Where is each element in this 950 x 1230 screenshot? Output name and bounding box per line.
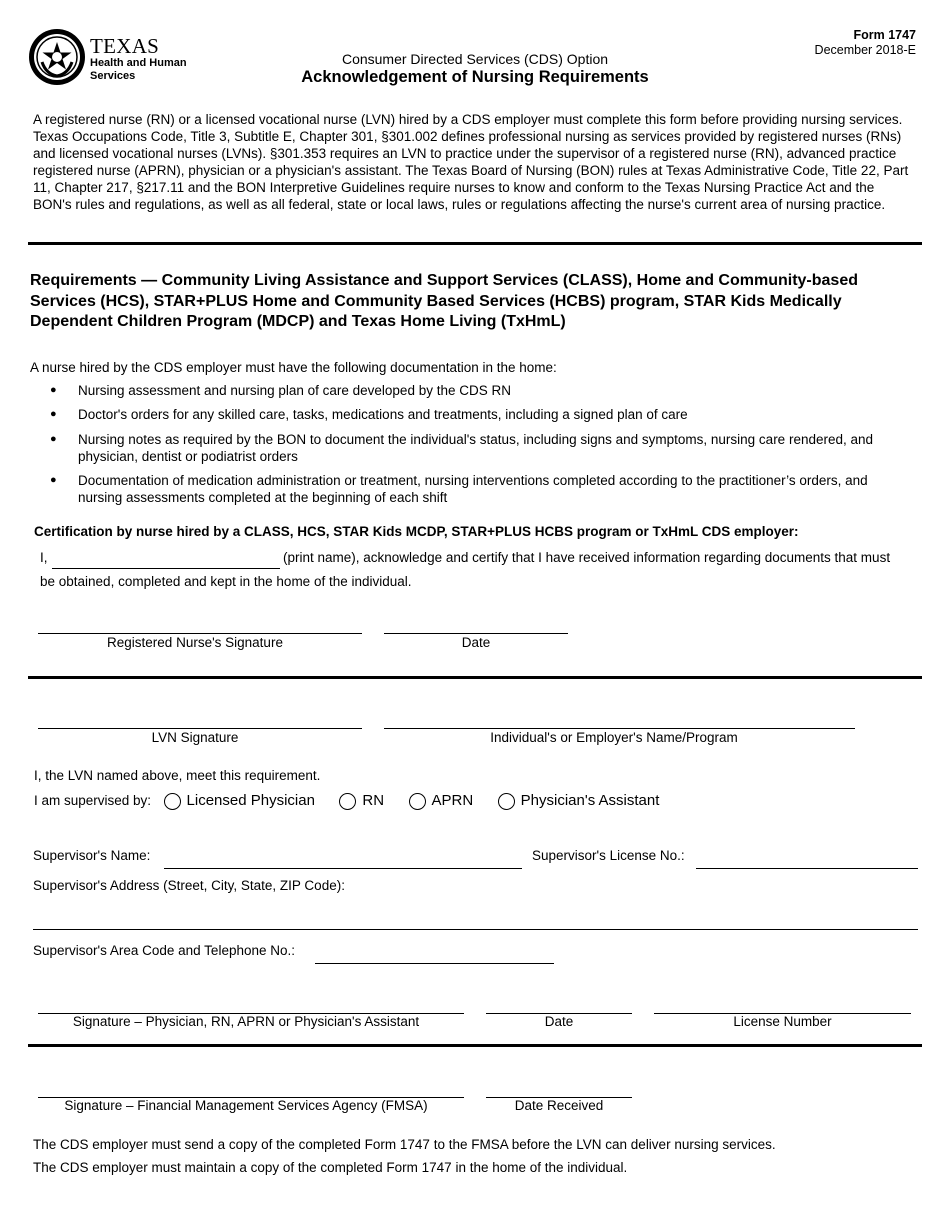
supervisor-name-label: Supervisor's Name: xyxy=(33,848,151,863)
option-rn[interactable]: RN xyxy=(339,792,384,810)
bullet-icon: ● xyxy=(50,408,57,420)
divider-2 xyxy=(28,676,922,679)
employer-name-field[interactable] xyxy=(384,728,855,729)
date-received-label: Date Received xyxy=(514,1098,604,1113)
logo-subtitle-1: Health and Human xyxy=(90,57,187,69)
fmsa-note-2: The CDS employer must maintain a copy of the completed Form 1747 in the home of the individual. xyxy=(33,1160,628,1175)
supervisor-signature-label: Signature – Physician, RN, APRN or Physician's Assistant xyxy=(72,1014,420,1029)
intro-paragraph: A registered nurse (RN) or a licensed vocational nurse (LVN) hired by a CDS employer must complete this form before providing nursing services. Texas Occupations Code, Title 3, Subtitle E, Chapter 301, §301.002 defines professional nursing as services provided by registered nurses (RNs) and licensed vocational nurses (LVNs). §301.353 requires an LVN to practice under the supervisor of a registered nurse (RN), advanced practice registered nurse (APRN), physician or a physician's assistant. The Texas Board of Nursing (BON) rules at Texas Administrative Code, Title 22, Part 11, Chapter 217, §217.11 and the BON Interpretive Guidelines require nurses to know and conform to the Texas Nursing Practice Act and the BON's rules and regulations, as well as all federal, state or local laws, rules or regulations affecting the nurse's current area of nursing practice. xyxy=(33,112,909,212)
bullet-icon: ● xyxy=(50,384,57,396)
supervisor-phone-field[interactable] xyxy=(315,963,554,964)
cert-statement-cont: be obtained, completed and kept in the home of the individual. xyxy=(40,574,412,589)
form-date: December 2018-E xyxy=(814,43,916,57)
supervisor-address-field[interactable] xyxy=(33,929,918,930)
rn-signature-label: Registered Nurse's Signature xyxy=(107,635,283,650)
supervised-by-row xyxy=(34,792,679,814)
logo-word: TEXAS xyxy=(90,34,160,58)
supervisor-date-label: Date xyxy=(544,1014,574,1029)
form-title: Acknowledgement of Nursing Requirements xyxy=(301,68,649,86)
divider-3 xyxy=(28,1044,922,1047)
radio-icon[interactable] xyxy=(339,793,356,810)
option-physicians-assistant[interactable]: Physician's Assistant xyxy=(498,792,660,810)
bullet-icon: ● xyxy=(50,474,57,486)
hhs-logo xyxy=(28,28,188,88)
form-number: Form 1747 xyxy=(853,28,916,42)
supervisor-license-field[interactable] xyxy=(696,868,918,869)
lvn-signature-label: LVN Signature xyxy=(151,730,239,745)
certification-heading: Certification by nurse hired by a CLASS, HCS, STAR Kids MCDP, STAR+PLUS HCBS program or TxHmL CDS employer: xyxy=(34,524,799,539)
option-aprn[interactable]: APRN xyxy=(409,792,474,810)
fmsa-signature-label: Signature – Financial Management Services Agency (FMSA) xyxy=(64,1098,428,1113)
radio-icon[interactable] xyxy=(164,793,181,810)
lvn-requirement-text: I, the LVN named above, meet this requirement. xyxy=(34,768,321,783)
supervisor-address-label: Supervisor's Address (Street, City, State, ZIP Code): xyxy=(33,878,345,893)
radio-icon[interactable] xyxy=(498,793,515,810)
cert-prefix: I, xyxy=(40,550,48,565)
lvn-signature-field[interactable] xyxy=(38,728,362,729)
requirements-lead: A nurse hired by the CDS employer must have the following documentation in the home: xyxy=(30,360,557,375)
logo-subtitle-2: Services xyxy=(90,70,136,82)
bullet-icon: ● xyxy=(50,433,57,445)
divider-1 xyxy=(28,242,922,245)
fmsa-note-1: The CDS employer must send a copy of the completed Form 1747 to the FMSA before the LVN can deliver nursing services. xyxy=(33,1137,776,1152)
texas-seal-icon xyxy=(28,28,86,86)
radio-icon[interactable] xyxy=(409,793,426,810)
requirements-heading: Requirements — Community Living Assistance and Support Services (CLASS), Home and Community-based Services (HCS), STAR+PLUS Home and Community Based Services (HCBS) program, STAR Kids Medically Dependent Children Program (MDCP) and Texas Home Living (TxHmL) xyxy=(30,272,858,330)
option-licensed-physician[interactable]: Licensed Physician xyxy=(164,792,315,810)
option-title: Consumer Directed Services (CDS) Option xyxy=(341,51,609,67)
rn-signature-field[interactable] xyxy=(38,633,362,634)
cert-statement: (print name), acknowledge and certify that I have received information regarding documents that must xyxy=(283,550,891,565)
rn-date-field[interactable] xyxy=(384,633,568,634)
print-name-field[interactable] xyxy=(52,568,280,569)
supervisor-name-field[interactable] xyxy=(164,868,522,869)
employer-name-label: Individual's or Employer's Name/Program xyxy=(490,730,738,745)
supervisor-phone-label: Supervisor's Area Code and Telephone No.: xyxy=(33,943,295,958)
license-number-label: License Number xyxy=(733,1014,832,1029)
rn-date-label: Date xyxy=(461,635,491,650)
supervised-by-label: I am supervised by: xyxy=(34,793,152,809)
supervisor-license-label: Supervisor's License No.: xyxy=(532,848,685,863)
